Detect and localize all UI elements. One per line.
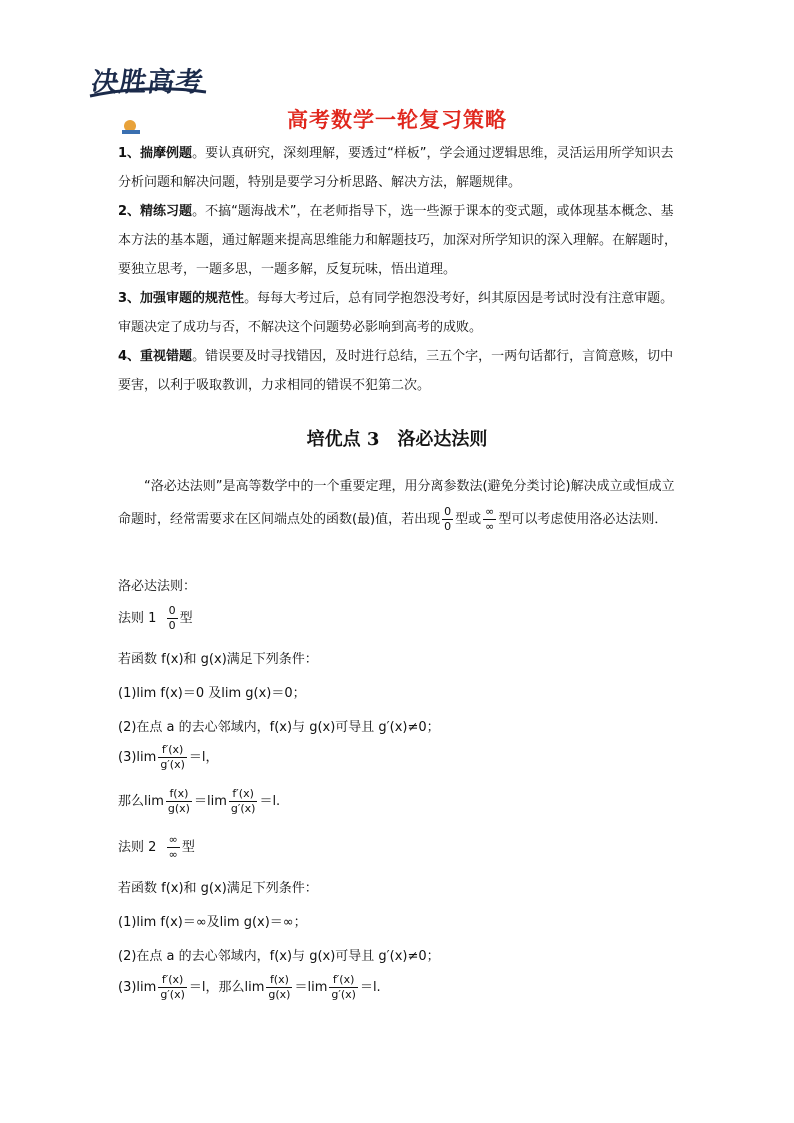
- rule1-conclusion: 那么lim $\frac{f(x)}{g(x)}$ ＝lim $\frac{f'(x)}{g'(x)}$ ＝l.: [118, 787, 281, 815]
- rule2-cond3-fraction-1: $\frac{f'(x)}{g'(x)}$: [160, 973, 185, 1001]
- intro-paragraph: [118, 470, 684, 536]
- rule1-cond-3: (3)lim $\frac{f'(x)}{g'(x)}$ ＝l，: [118, 743, 219, 771]
- document-title: 高考数学一轮复习策略: [287, 108, 507, 132]
- rule1-concl-fraction-1: $\frac{f(x)}{g(x)}$: [167, 787, 190, 815]
- strategy-item-4: [118, 342, 684, 400]
- intro-part2: 型或: [455, 512, 482, 527]
- strategy-text: 。错误要及时寻找错因，及时进行总结，三五个字，一两句话都行，言简意赅，切中要害，以利于吸取教训，力求相同的错误不犯第二次。: [118, 349, 674, 393]
- strategy-text: 。不搞“题海战术”，在老师指导下，选一些源于课本的变式题，或体现基本概念、基本方法的基本题，通过解题来提高思维能力和解题技巧，加深对所学知识的深入理解。在解题时，要独立思考，一题多思，一题多解，反复玩味，悟出道理。: [118, 204, 678, 277]
- strategy-heading: 揣摩例题: [140, 146, 193, 161]
- rule1-cond-1: (1)lim f(x)＝0 及lim g(x)＝0；: [118, 686, 306, 701]
- strategy-item-3: [118, 284, 684, 342]
- strategy-heading: 精练习题: [140, 204, 193, 219]
- rule1-cond-intro: 若函数 f(x)和 g(x)满足下列条件：: [118, 652, 318, 667]
- strategy-item-1: [118, 139, 684, 197]
- rule1-label: 法则 1: [118, 611, 157, 626]
- rule2-fraction: $\frac{\infty}{\infty}$: [168, 833, 178, 861]
- rule2-cond-3: (3)lim $\frac{f'(x)}{g'(x)}$ ＝l，那么lim $\frac{f(x)}{g(x)}$ ＝lim $\frac{f'(x)}{g'(x)}$ ＝l.: [118, 973, 381, 1001]
- rule1-cond3-fraction: $\frac{f'(x)}{g'(x)}$: [160, 743, 185, 771]
- section-title: 培优点 3 洛必达法则: [306, 429, 488, 450]
- rule2-cond-1: (1)lim f(x)＝∞及lim g(x)＝∞；: [118, 915, 307, 930]
- rule2-cond-intro: 若函数 f(x)和 g(x)满足下列条件：: [118, 881, 318, 896]
- strategy-num: 1、: [118, 146, 141, 161]
- intro-part3: 型可以考虑使用洛必达法则．: [498, 512, 668, 527]
- strategy-text: 。要认真研究，深刻理解，要透过“样板”，学会通过逻辑思维，灵活运用所学知识去分析问题和解决问题，特别是要学习分析思路、解决方法，解题规律。: [118, 146, 674, 190]
- strategy-text: 。每每大考过后，总有同学抱怨没考好，纠其原因是考试时没有注意审题。审题决定了成功与否，不解决这个问题势必影响到高考的成败。: [118, 291, 674, 335]
- zero-over-zero-fraction: $\frac{0}{0}$: [444, 505, 452, 533]
- rule2-cond-2: (2)在点 a 的去心邻域内，f(x)与 g(x)可导且 g′(x)≠0；: [118, 949, 440, 964]
- rule1-type: 型: [179, 611, 193, 626]
- rule1-cond-2: (2)在点 a 的去心邻域内，f(x)与 g(x)可导且 g′(x)≠0；: [118, 720, 440, 735]
- intro-part1: “洛必达法则”是高等数学中的一个重要定理，用分离参数法(避免分类讨论)解决成立或恒成立命题时，经常需要求在区间端点处的函数(最)值，若出现: [118, 479, 675, 527]
- rule2-type: 型: [181, 840, 195, 855]
- rules-heading: 洛必达法则：: [118, 579, 197, 594]
- rule2-cond3-fraction-2: $\frac{f(x)}{g(x)}$: [268, 973, 291, 1001]
- strategy-num: 3、: [118, 291, 141, 306]
- strategy-num: 4、: [118, 349, 141, 364]
- strategy-num: 2、: [118, 204, 141, 219]
- inf-over-inf-fraction: $\frac{\infty}{\infty}$: [485, 505, 495, 533]
- logo-text: 决胜高考: [89, 67, 206, 98]
- rule1-concl-fraction-2: $\frac{f'(x)}{g'(x)}$: [230, 787, 256, 815]
- strategy-heading: 重视错题: [140, 349, 193, 364]
- strategy-item-2: [118, 197, 684, 284]
- rule2-title: [118, 833, 195, 862]
- rule1-fraction: $\frac{0}{0}$: [168, 604, 176, 632]
- rule1-title: [118, 604, 193, 633]
- strategy-heading: 加强审题的规范性: [140, 291, 245, 306]
- rule2-cond3-fraction-3: $\frac{f'(x)}{g'(x)}$: [331, 973, 356, 1001]
- rule2-label: 法则 2: [118, 840, 157, 855]
